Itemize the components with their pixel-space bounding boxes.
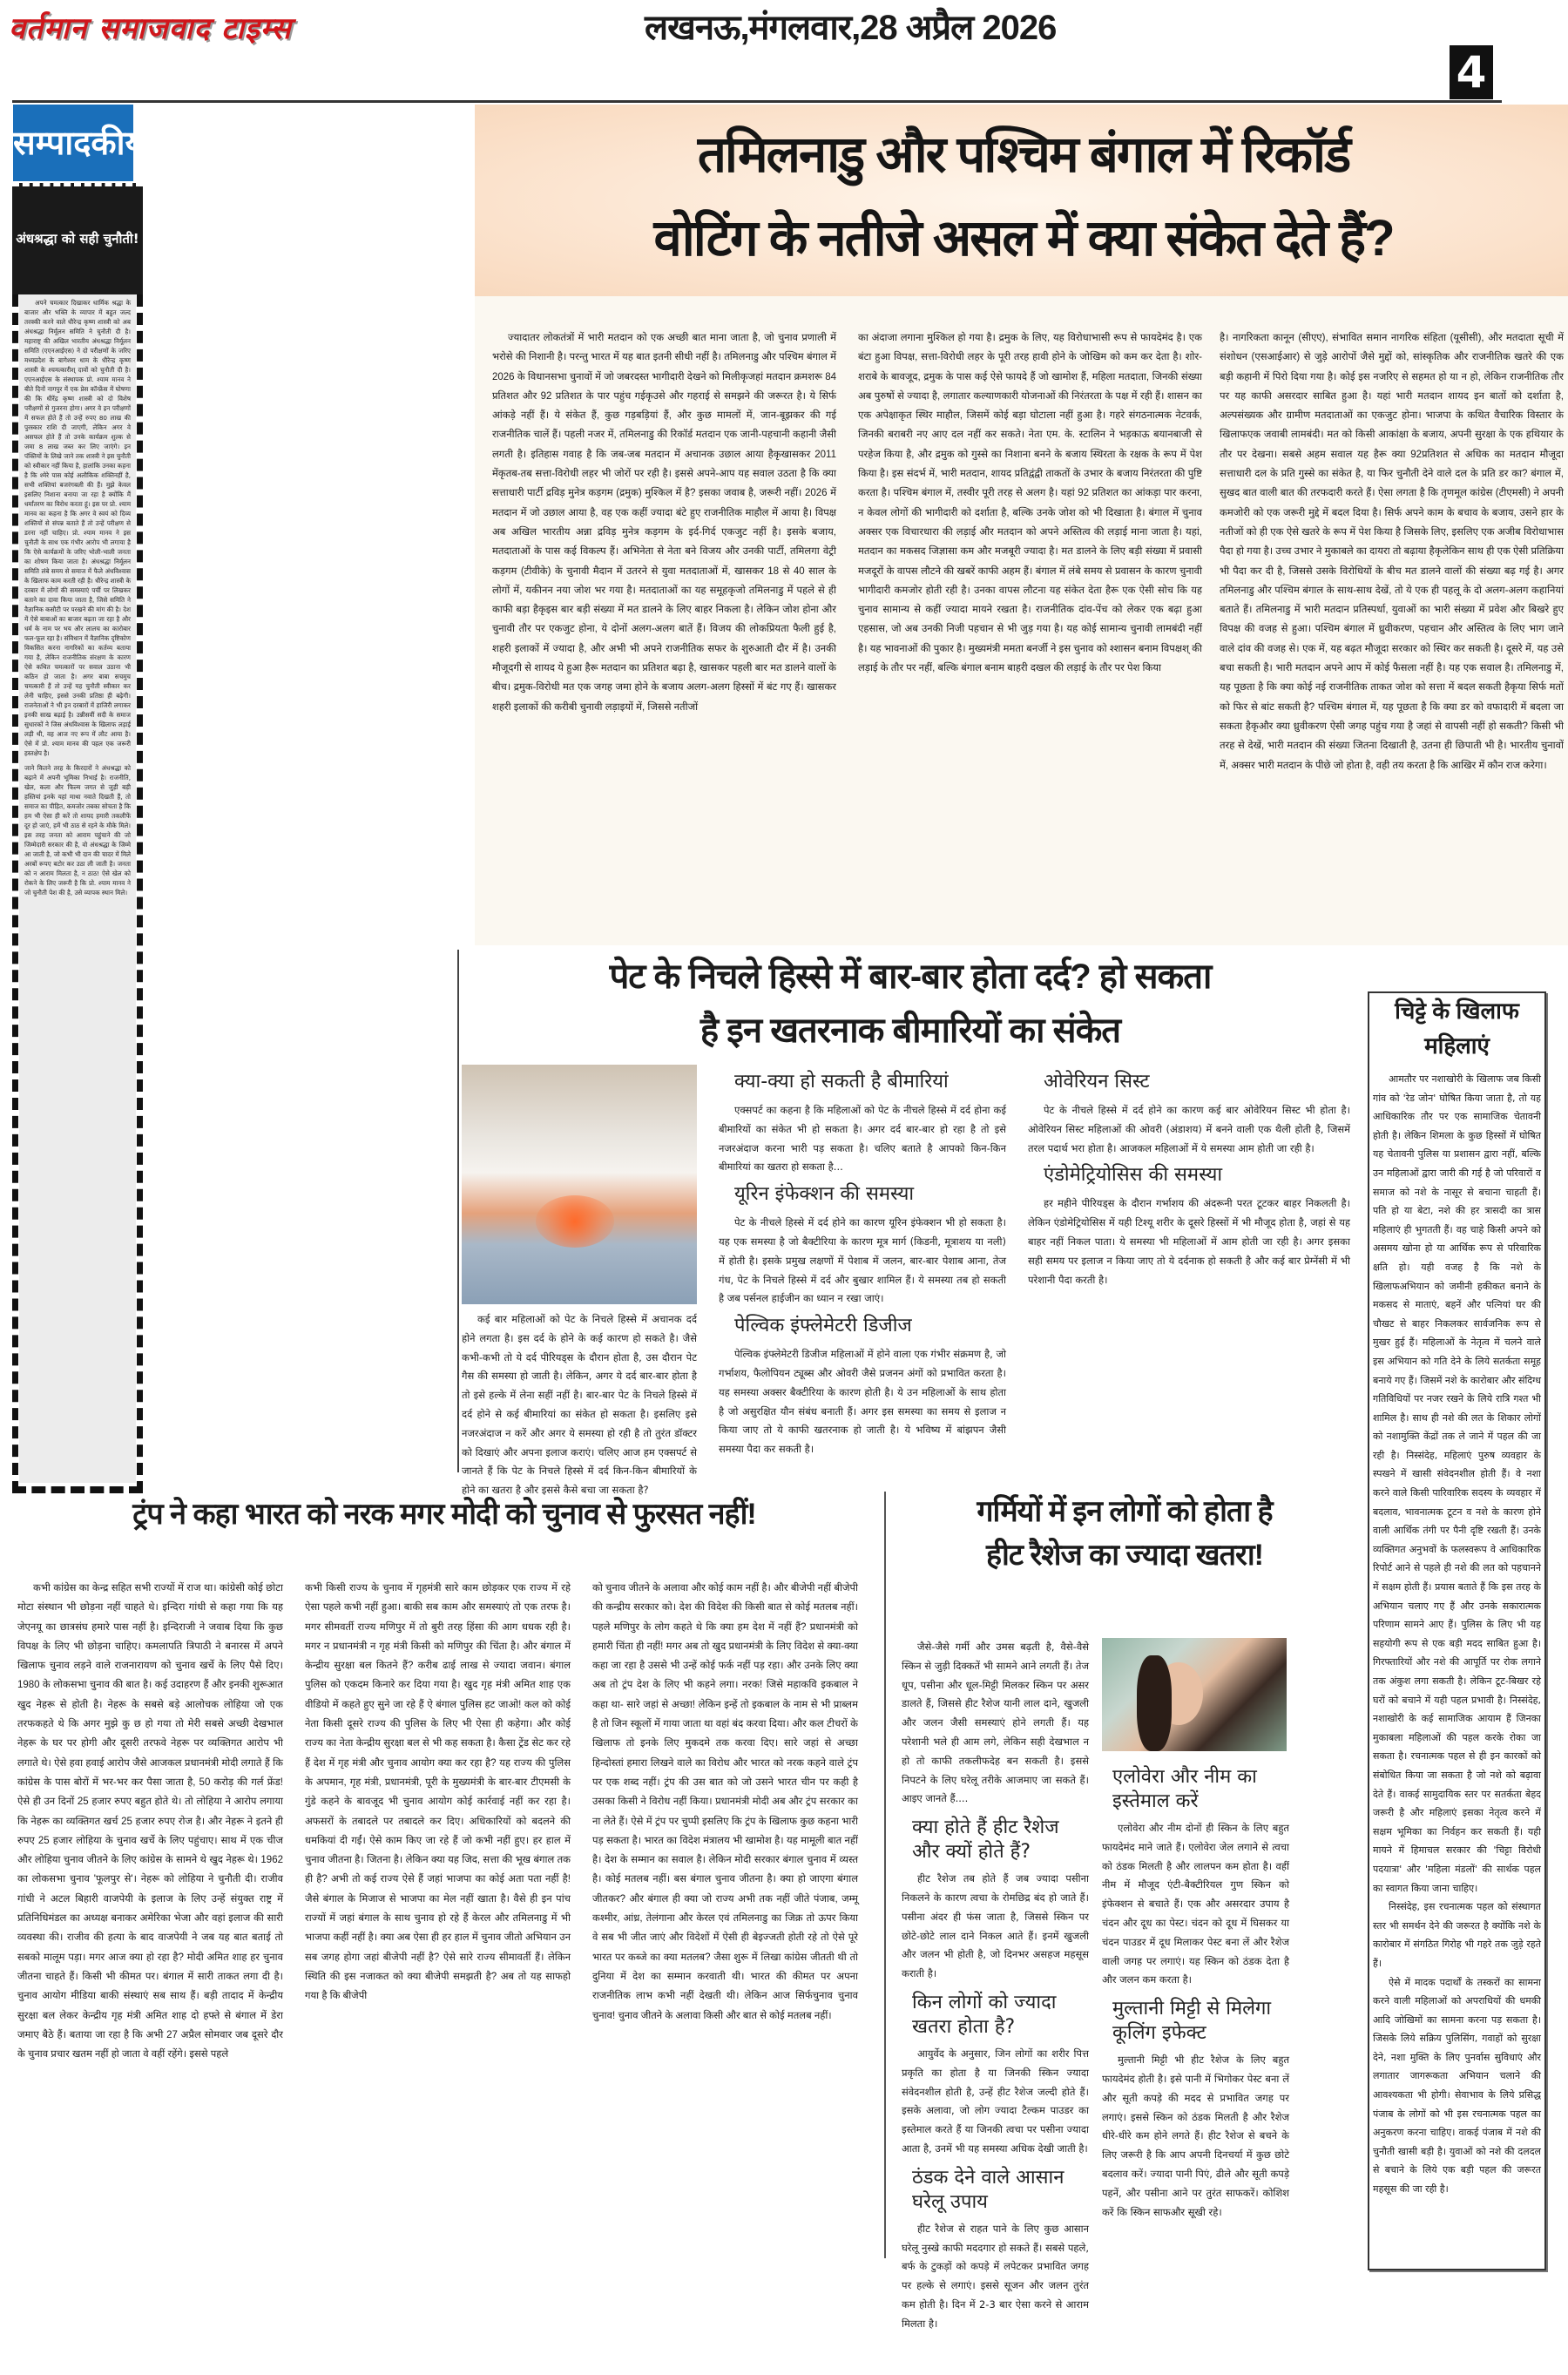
lead-headline-line2: वोटिंग के नतीजे असल में क्या संकेत देते हैं?	[653, 210, 1394, 267]
health-section-title: एंडोमेट्रियोसिस की समस्या	[1044, 1164, 1223, 1187]
editorial-paragraph: अपने चमत्कार दिखाकर धार्मिक श्रद्धा के बाजार और भक्ति के व्यापार में बहुत जल्द तरक्की करने वाले धीरेन्द्र कृष्ण शास्त्री को अब अंधश्रद्धा निर्मूलन समिति ने चुनौती दी है। महाराष्ट्र की अखिल भारतीय अंधश्रद्धा निर्मूलन समिति (एएनआईएस) ने दो परीक्षणों के जरिए मध्यप्रदेश के बागेश्वर धाम के धीरेन्द्र कृष्ण शास्त्री के श्चमत्कारीश् दावों को चुनौती दी है। एएनआईएस के संस्थापक प्रो. श्याम मानव ने बीते दिनों नागपुर में एक प्रेस कॉन्फ्रेंस में घोषणा की कि धीरेंद्र कृष्ण शास्त्री को दो विशेष परीक्षणों से गुजरना होगा। अगर वे इन परीक्षणों में सफल होते हैं तो उन्हें रुपए 80 लाख की पुरस्कार राशि दी जाएगी, लेकिन अगर वे असफल होते हैं तो उनके कार्यक्रम शुल्क से जमा 8 लाख जब्त कर लिए जाएंगे। इन पंक्तियों के लिखे जाने तक शास्त्री ने इस चुनौती को स्वीकार नहीं किया है, हालांकि उनका कहना है कि श्मेरे पास कोई अलौकिक शक्तिनहीं है, सभी शक्तियां बजरंगबली की हैं। मुझे केवल इसलिए निशाना बनाया जा रहा है क्योंकि मैं धर्मांतरण का विरोध करता हूं। इस पर प्रो. श्याम मानव का कहना है कि अगर वे स्वयं को दिव्य शक्तियों से संपन्न बताते हैं तो उन्हें परीक्षण से डरना नहीं चाहिए। प्रो. श्याम मानव ने इस चुनौती के साथ एक गंभीर आरोप भी लगाया है कि ऐसे कार्यक्रमों के जरिए भोली-भाली जनता का शोषण किया जाता है। अंधश्रद्धा निर्मूलन समिति लंबे समय से समाज में फैले अंधविश्वास के खिलाफ काम करती रही है। धीरेन्द्र शास्त्री के दरबार में लोगों की समस्याएं पर्ची पर लिखकर बताने का दावा किया जाता है, जिसे समिति ने वैज्ञानिक कसौटी पर परखने की मांग की है। देश में ऐसे बाबाओं का बाजार बढ़ता जा रहा है और धर्म के नाम पर भय और लालच का कारोबार फल-फूल रहा है। संविधान में वैज्ञानिक दृष्टिकोण विकसित करना नागरिकों का कर्तव्य बताया गया है, लेकिन राजनीतिक संरक्षण के कारण ऐसे कथित चमत्कारों पर सवाल उठाना भी कठिन हो जाता है। अगर बाबा सचमुच चमत्कारी हैं तो उन्हें यह चुनौती स्वीकार कर लेनी चाहिए, इससे उनकी प्रतिष्ठा ही बढ़ेगी। राजनेताओं ने भी इन दरबारों में हाजिरी लगाकर इनकी साख बढ़ाई है। उन्नीसवीं सदी के समाज सुधारकों ने जिस अंधविश्वास के खिलाफ लड़ाई लड़ी थी, वह आज नए रूप में लौट आया है। ऐसे में प्रो. श्याम मानव की पहल एक जरूरी हस्तक्षेप है।	[24, 299, 131, 757]
health-section-text: पेल्विक इंफ्लेमेटरी डिजीज महिलाओं में होने वाला एक गंभीर संक्रमण है, जो गर्भाशय, फैलोपियन ट्यूब्स और ओवरी जैसे प्रजनन अंगों को प्रभावित करता है। यह समस्या अक्सर बैक्टीरिया के कारण होती है। ये उन महिलाओं के साथ होता है जो असुरक्षित यौन संबंध बनाती हैं। अगर इस समस्या का समय से इलाज न किया जाए तो ये काफी खतरनाक हो जाती है। ये भविष्य में बांझपन जैसी समस्या पैदा कर सकती है।	[719, 1348, 1006, 1456]
lead-column-2: का अंदाजा लगाना मुश्किल हो गया है। द्रमुक के लिए, यह विरोधाभासी रूप से फायदेमंद है। एक बंटा हुआ विपक्ष, सत्ता-विरोधी लहर के पूरी तरह हावी होने के जोखिम को कम कर देता है। शोर-शराबे के बावजूद, द्रमुक के पास कई ऐसे फायदे हैं जो खामोश हैं, महिला मतदाता, जिनकी संख्या अब पुरुषों से ज्यादा है, लगातार कल्याणकारी योजनाओं की निरंतरता के पक्ष में रही हैं। शासन का एक अपेक्षाकृत स्थिर माहौल, जिसमें कोई बड़ा घोटाला नहीं हुआ है। गहरे संगठनात्मक नेटवर्क, जिनकी बराबरी नए आए दल नहीं कर सकते। नेता एम. के. स्टालिन ने भड़काऊ बयानबाजी से परहेज किया है, और द्रमुक को गुस्से का निशाना बनने के बजाय स्थिरता के रक्षक के रूप में पेश किया है। इस संदर्भ में, भारी मतदान, शायद प्रतिद्वंद्वी ताकतों के उभार के बजाय निरंतरता की पुष्टि करता है। पश्चिम बंगाल में, तस्वीर पूरी तरह से अलग है। यहां 92 प्रतिशत का आंकड़ा पार करना, न केवल लोगों की भागीदारी को दर्शाता है, बल्कि उनके जोश को भी दिखाता है। बंगाल में चुनाव अक्सर एक विचारधारा की लड़ाई और मतदान को अपने अस्तित्व की लड़ाई माना जाता है। यहां, मतदान का मकसद जिज्ञासा कम और मजबूरी ज्यादा है। मत डालने के लिए बड़ी संख्या में प्रवासी मजदूरों के वापस लौटने की खबरें काफी अहम हैं। बंगाल में लंबे समय से प्रवासन के कारण चुनावी भागीदारी कमजोर होती रही है। उनका वापस लौटना यह संकेत देता हैरू एक ऐसी सोच कि यह चुनाव सामान्य से कहीं ज्यादा मायने रखता है। राजनीतिक दांव-पेंच को लेकर एक बढ़ा हुआ एहसास, जो अब उनकी निजी पहचान से भी जुड़ गया है। यह कोई सामान्य चुनावी लामबंदी नहीं है। यह भावनाओं की पुकार है। मुख्यमंत्री ममता बनर्जी ने इस चुनाव को श्शासन बनाम विपक्षश् की लड़ाई के तौर पर नहीं, बल्कि बंगाल बनाम बाहरी दखल की लड़ाई के तौर पर पेश किया	[858, 333, 1202, 674]
heat-section-text: मुल्तानी मिट्टी भी हीट रैशेज के लिए बहुत फायदेमंद होती है। इसे पानी में भिगोकर पेस्ट बना लें और सूती कपड़े की मदद से प्रभावित जगह पर लगाएं। इससे स्किन को ठंडक मिलती है और रैशेज धीरे-धीरे कम होने लगते हैं। हीट रैशेज से बचने के लिए जरूरी है कि आप अपनी दिनचर्या में कुछ छोटे बदलाव करें। ज्यादा पानी पिएं, ढीले और सूती कपड़े पहनें, और पसीना आने पर तुरंत साफकरें। कोशिश करें कि स्किन साफऔर सूखी रहे।	[1102, 2054, 1289, 2218]
heat-section-text: एलोवेरा और नीम दोनों ही स्किन के लिए बहुत फायदेमंद माने जाते हैं। एलोवेरा जेल लगाने से त्वचा को ठंडक मिलती है और लालपन कम होता है। वहीं नीम में मौजूद एंटी-बैक्टीरियल गुण स्किन को इंफेक्शन से बचाते हैं। एक और असरदार उपाय है चंदन और दूध का पेस्ट। चंदन को दूध में घिसकर या चंदन पाउडर में दूध मिलाकर पेस्ट बना लें और रैशेज वाली जगह पर लगाएं। यह स्किन को ठंडक देता है और जलन कम करता है।	[1102, 1822, 1289, 1986]
heat-intro: जैसे-जैसे गर्मी और उमस बढ़ती है, वैसे-वैसे स्किन से जुड़ी दिक्कतें भी सामने आने लगती हैं। तेज धूप, पसीना और धूल-मिट्टी मिलकर स्किन पर असर डालते हैं, जिससे हीट रैशेज यानी लाल दाने, खुजली और जलन जैसी समस्याएं होने लगती हैं। यह परेशानी भले ही आम लगे, लेकिन सही देखभाल न हो तो काफी तकलीफदेह बन सकती है। इससे निपटने के लिए घरेलू तरीके आजमाए जा सकते हैं। आइए जानते हैं....	[902, 1641, 1089, 1805]
trump-headline: ट्रंप ने कहा भारत को नरक मगर मोदी को चुनाव से फुरसत नहीं!	[132, 1498, 756, 1531]
sidebar-paragraph: आमतौर पर नशाखोरी के खिलाफ जब किसी गांव को 'रेड जोन' घोषित किया जाता है, तो यह आधिकारिक तौर पर एक सामाजिक चेतावनी होती है। लेकिन शिमला के कुछ हिस्सों में घोषित यह चेतावनी पुलिस या प्रशासन द्वारा नहीं, बल्कि उन महिलाओं द्वारा जारी की गई है जो परिवारों व समाज को नशे के नासूर से बचाना चाहती हैं। पति हो या बेटा, नशे की हर त्रासदी का त्रास महिलाएं ही भुगतती हैं। वह चाहे किसी अपने को असमय खोना हो या आर्थिक रूप से परिवारिक क्षति हो। यही वजह है कि नशे के खिलाफअभियान को जमीनी हकीकत बनाने के मकसद से माताएं, बहनें और पत्नियां घर की चौखट से बाहर निकलकर सार्वजनिक रूप से मुखर हुई हैं। महिलाओं के नेतृत्व में चलने वाले इस अभियान को गति देने के लिये सतर्कता समूह बनाये गए हैं। जिसमें नशे के कारोबार और संदिग्ध गतिविधियों पर नजर रखने के लिये रात्रि गश्त भी शामिल है। साथ ही नशे की लत के शिकार लोगों को नशामुक्ति केंद्रों तक ले जाने में पहल की जा रही है। निस्संदेह, महिलाएं पुरुष व्यवहार के स्पखने में खासी संवेदनशील होती हैं। वे नशा करने वाले किसी पारिवारिक सदस्य के व्यवहार में बदलाव, भावनात्मक टूटन व नशे के कारण होने वाली आर्थिक तंगी पर पैनी दृष्टि रखती हैं। उनके व्यक्तिगत अनुभवों के फलस्वरूप वे आधिकारिक रिपोर्ट आने से पहले ही नशे की लत को पहचानने में सक्षम होती हैं। प्रयास बताते हैं कि इस तरह के अभियान चलाए गए हैं और उनके सकारात्मक परिणाम सामने आए हैं। पुलिस के लिए भी यह सहयोगी रूप से एक बड़ी मदद साबित हुआ है। गिरफ्तारियों और नशे की आपूर्ति पर रोक लगाने तक अंकुश लगा सकती है। लेकिन टूट-बिखर रहे घरों को बचाने में यही पहल प्रभावी है। निस्संदेह, नशाखोरी के कई सामाजिक आयाम हैं जिनका मुकाबला महिलाओं की पहल करके रोका जा सकता है। रचनात्मक पहल से ही इन कारकों को संबोधित किया जा सकता है जो नशे को बढ़ावा देते हैं। वाकई सामुदायिक स्तर पर सतर्कता बेहद जरूरी है और महिलाएं इसका नेतृत्व करने में सक्षम भूमिका का निर्वहन कर सकती हैं। यही मायने में हिमाचल सरकार की 'चिट्टा विरोधी पदयात्रा' और 'महिला मंडलों' की सार्थक पहल का स्वागत किया जाना चाहिए।	[1373, 1073, 1541, 1894]
column-rule	[457, 950, 459, 1472]
health-section-text: पेट के नीचले हिस्से में दर्द होने का कारण यूरिन इंफेक्शन भी हो सकता है। यह एक समस्या है जो बैक्टीरिया के कारण मूत्र मार्ग (किडनी, मूत्राशय या नली) में होती है। इसके प्रमुख लक्षणों में पेशाब में जलन, बार-बार पेशाब आना, तेज गंध, पेट के निचले हिस्से में दर्द और बुखार शामिल हैं। ये समस्या तब हो सकती है जब पर्सनल हाईजीन का ध्यान न रखा जाएं।	[719, 1216, 1006, 1305]
heat-column-1	[902, 1638, 1089, 2330]
trump-column-3: को चुनाव जीतने के अलावा और कोई काम नहीं है। और बीजेपी नहीं बीजेपी की कन्द्रीय सरकार को। देश की विदेश की किसी बात से कोई मतलब नहीं। पहले मणिपुर के लोग कहते थे कि क्या हम देश में नहीं हैं? प्रधानमंत्री को हमारी चिंता ही नहीं! मगर अब तो खुद प्रधानमंत्री के लिए विदेश से क्या-क्या कहा जा रहा है उससे भी उन्हें कोई फर्क नहीं पड़ रहा। और उनके लिए क्या अब तो ट्रंप देश के लिए भी कहने लगा। नरक! जिसे महाकवि इकबाल ने कहा था- सारे जहां से अच्छा! लेकिन इन्हें तो इकबाल के नाम से भी प्राब्लम है तो जिन स्कूलों में गाया जाता था वहां बंद करवा दिया। और कल टीचरों के खिलाफ तो इनके लिए मुकदमे तक करवा दिए। सारे जहां से अच्छा हिन्दोस्तां हमारा लिखने वाले का विरोध और भारत को नरक कहने वाले ट्रंप पर एक शब्द नहीं। ट्रंप की उस बात को जो उसने भारत चीन पर कही है उसका किसी ने विरोध नहीं किया। प्रधानमंत्री मोदी अब और ट्रंप सरकार का ना लेते हैं। ऐसे में ट्रंप पर चुप्पी इसलिए कि ट्रंप के खिलाफ कुछ कहना भारी पड़ सकता है। भारत का विदेश मंत्रालय भी खामोश है। यह मामूली बात नहीं है। देश के सम्मान का सवाल है। लेकिन मोदी सरकार बंगाल चुनाव में व्यस्त है। कोई मतलब नहीं। बस बंगाल चुनाव जीतना है। क्या हो जाएगा बंगाल जीतकर? और बंगाल ही क्या जो राज्य अभी तक नहीं जीते पंजाब, जम्मू कश्मीर, आंध्र, तेलंगाना और केरल एवं तमिलनाडु का जिक्र तो ऊपर किया वे सब भी जीत जाएं और विदेशों में ऐसी ही बेइज्जती होती रहे तो ऐसे पूरे भारत पर कब्जे का क्या मतलब? जैसा शुरू में लिखा कांग्रेस जीतती थी तो दुनिया में देश का सम्मान करवाती थी। भारत की कीमत पर अपना राजनीतिक लाभ कभी नहीं देखती थी। लेकिन आज सिर्फचुनाव चुनाव चुनाव! चुनाव जीतने के अलावा किसी और बात से कोई मतलब नहीं।	[592, 1583, 858, 2021]
sidebar-box-title: चिट्टे के खिलाफ महिलाएं	[1395, 998, 1519, 1059]
editorial-headline: अंधश्रद्धा को सही चुनौती!	[16, 231, 139, 247]
heat-headline-line1: गर्मियों में इन लोगों को होता है	[977, 1495, 1273, 1528]
health-headline-line2: है इन खतरनाक बीमारियों का संकेत	[700, 1012, 1121, 1050]
editorial-body	[19, 294, 136, 1483]
health-headline-line1: पेट के निचले हिस्से में बार-बार होता दर्द? हो सकता	[609, 957, 1212, 996]
heat-column-2	[1102, 1758, 1289, 2265]
heat-section-title: किन लोगों को ज्यादा खतरा होता है?	[912, 1991, 1057, 2038]
health-section-text: एक्सपर्ट का कहना है कि महिलाओं को पेट के नीचले हिस्से में दर्द होना कई बीमारियों का संकेत भी हो सकता है। अगर दर्द बार-बार हो रहा है तो इसे नजरअंदाज करना भारी पड़ सकता है। चलिए बताते है आपको किन-किन बीमारियां का खतरा हो सकता है...	[719, 1104, 1006, 1174]
masthead-rule	[12, 100, 1502, 103]
health-column-2	[719, 1065, 1006, 1464]
trump-column-2: कभी किसी राज्य के चुनाव में गृहमंत्री सारे काम छोड़कर एक राज्य में रहे ऐसा पहले कभी नहीं हुआ। बाकी सब काम और समस्याएं तो एक तरफ है। मगर सीमवर्ती राज्य मणिपुर में तो बुरी तरह हिंसा की आग धधक रही है। मगर न प्रधानमंत्री न गृह मंत्री किसी को मणिपुर की चिंता है। और बंगाल में केन्द्रीय सुरक्षा बल कितने हैं? करीब ढाई लाख से ज्यादा जवान। बंगाल पुलिस को एकदम किनारे कर दिया गया है। खुद गृह मंत्री अमित शाह एक वीडियो में कहते हुए सुने जा रहे हैं ऐ बंगाल पुलिस हट जाओ! कल को कोई नेता किसी दूसरे राज्य की पुलिस के लिए भी ऐसा ही कहेगा। और कोई राज्य का नेता केन्द्रीय सुरक्षा बल से भी कह सकता है। कैसा ट्रेंड सेट कर रहे हैं देश में गृह मंत्री और चुनाव आयोग क्या कर रहा है? यह राज्य की पुलिस के अपमान, गृह मंत्री, प्रधानमंत्री, पूरी के मुख्यमंत्री के बार-बार टीएमसी के गुंडे कहने के बावजूद भी चुनाव आयोग कोई कार्रवाई नहीं कर रहा है। अफसरों के तबादले पर तबादले कर दिए। अधिकारियों को बदलने की धमकियां दी गईं। ऐसे काम किए जा रहे हैं जो कभी नहीं हुए। हर हाल में चुनाव जीतना है। जितना है। लेकिन क्या यह जिद, सत्ता की भूख बंगाल तक ही है? अभी तो कई राज्य ऐसे हैं जहां भाजपा का कोई अता पता नहीं है! जैसे बंगाल के मिजाज से भाजपा का मेल नहीं खाता है। वैसे ही इन पांच राज्यों में जहां बंगाल के साथ चुनाव हो रहे हैं केरल और तमिलनाडु में भी भाजपा कहीं नहीं है। क्या अब ऐसा ही हर हाल में चुनाव जीतो अभियान उन सब जगह होगा जहां बीजेपी नहीं है? ऐसे सारे राज्य सीमावर्ती हैं। लेकिन स्थिति की इस नजाकत को क्या बीजेपी समझती है? अब तो यह साफहो गया है कि बीजेपी	[305, 1583, 571, 2002]
health-section-text: हर महीने पीरियड्स के दौरान गर्भाशय की अंदरूनी परत टूटकर बाहर निकलती है। लेकिन एंडोमेट्रियोसिस में यही टिश्यू शरीर के दूसरे हिस्सों में भी मौजूद होता है, जहां से यह बाहर नहीं निकल पाता। ये समस्या भी महिलाओं में आम होती जा रही है। अगर इसका सही समय पर इलाज न किया जाए तो ये दर्दनाक हो सकती है और कई बार प्रेग्नेंसी में भी परेशानी पैदा करती है।	[1028, 1197, 1350, 1286]
health-section-title: यूरिन इंफेक्शन की समस्या	[734, 1183, 915, 1206]
editorial-closing: जाने कितने तरह के किरदारों ने अंधश्रद्धा को बढ़ाने में अपनी भूमिका निभाई है। राजनीति, खेल, कला और फिल्म जगत से जुड़ी बड़ी हस्तियां इनके यहां माथा नवाते दिखती हैं, तो समाज का पीड़ित, कमजोर तबका सोचता है कि हम भी ऐसा ही करें तो शायद हमारी तकलीफें दूर हो जाएं, हमें भी ठाठ से रहने के मौके मिले। इस तरह जनता को आराम पहुंचाने की जो जिम्मेदारी सरकार की है, वो अंधश्रद्धा के जिम्मे आ जाती है, जो कभी भी दान की चादर में मिले अरबों रूपए बटोर कर उठा ली जाती है। जनता को न आराम मिलता है, न ठाठ! ऐसे खेल को रोकने के लिए जरूरी है कि प्रो. श्याम मानव ने जो चुनौती पेश की है, उसे व्यापक स्थान मिले।	[24, 764, 131, 897]
heat-section-title: मुल्तानी मिट्टी से मिलेगा कूलिंग इफेक्ट	[1112, 1998, 1272, 2045]
heat-section-title: ठंडक देने वाले आसान घरेलू उपाय	[912, 2166, 1064, 2213]
pain-glow	[536, 1195, 614, 1248]
health-section-text: पेट के नीचले हिस्से में दर्द होने का कारण कई बार ओवेरियन सिस्ट भी होता है। ओवेरियन सिस्ट महिलाओं की ओवरी (अंडाशय) में बनने वाली एक थैली होती है, जिसमें तरल पदार्थ भरा होता है। आजकल महिलाओं में ये समस्या आम होती जा रही है।	[1028, 1104, 1350, 1154]
heat-section-text: आयुर्वेद के अनुसार, जिन लोगों का शरीर पित्त प्रकृति का होता है या जिनकी स्किन ज्यादा संवेदनशील होती है, उन्हें हीट रैशेज जल्दी होते हैं। इसके अलावा, जो लोग ज्यादा टैल्कम पाउडर का इस्तेमाल करते हैं या जिनकी त्वचा पर पसीना ज्यादा आता है, उनमें भी यह समस्या अधिक देखी जाती है।	[902, 2047, 1089, 2155]
health-lede-text: कई बार महिलाओं को पेट के निचले हिस्से में अचानक दर्द होने लगता है। इस दर्द के होने के कई कारण हो सकते है। जैसे कभी-कभी तो ये दर्द पीरियड्स के दौरान होता है, उस दौरान पेट गैस की समस्या हो जाती है। लेकिन, अगर ये दर्द बार-बार होता है तो इसे हल्के में लेना सहीं नहीं है। बार-बार पेट के निचले हिस्से में दर्द होने से कई बीमारियां का संकेत हो सकता है। इसलिए इसे नजरअंदाज न करें और अगर ये समस्या हो रही है तो तुरंत डॉक्टर को दिखाएं और अपना इलाज कराएं। चलिए आज हम एक्सपर्ट से जानते हैं कि पेट के निचले हिस्से में दर्द किन-किन बीमारियों के होने का खतरा है और इससे कैसे बचा जा सकता है?	[462, 1313, 697, 1497]
dateline: लखनऊ,मंगलवार,28 अप्रैल 2026	[645, 9, 1057, 47]
stomach-pain-photo	[462, 1065, 697, 1304]
heat-headline-line2: हीट रैशेज का ज्यादा खतरा!	[985, 1539, 1263, 1572]
heat-section-text: हीट रैशेज तब होते हैं जब ज्यादा पसीना निकलने के कारण त्वचा के रोमछिद्र बंद हो जाते हैं। पसीना अंदर ही फंस जाता है, जिससे स्किन पर छोटे-छोटे लाल दाने निकल आते हैं। इनमें खुजली और जलन भी होती है, जो दिनभर असहज महसूस कराती है।	[902, 1872, 1089, 1980]
heat-section-title: क्या होते हैं हीट रैशेज और क्यों होते हैं?	[912, 1817, 1059, 1864]
lead-column-3: है। नागरिकता कानून (सीएए), संभावित समान नागरिक संहिता (यूसीसी), और मतदाता सूची में संशोधन (एसआईआर) से जुड़े आरोपों जैसे मुद्दों को, सांस्कृतिक और राजनीतिक खतरे की एक बड़ी कहानी में पिरो दिया गया है। कोई इस नजरिए से सहमत हो या न हो, लेकिन राजनीतिक तौर पर यह काफी असरदार साबित हुआ है। यहां भारी मतदान शायद इन बातों को दर्शाता है, अल्पसंख्यक और ग्रामीण मतदाताओं का एकजुट होना। भाजपा के कथित वैचारिक विस्तार के खिलाफएक जवाबी लामबंदी। मत को किसी आकांक्षा के बजाय, अपनी सुरक्षा के एक हथियार के तौर पर देखना। सबसे अहम सवाल यह हैरू क्या 92प्रतिशत से अधिक का मतदान मौजूदा सत्ताधारी दल के प्रति गुस्से का संकेत है, या फिर चुनौती देने वाले दल के प्रति डर का? बंगाल में, सुखद बात वाली बात की तरफदारी करते हैं। ऐसा लगता है कि तृणमूल कांग्रेस (टीएमसी) ने अपनी कमजोरी को एक जरूरी मुद्दे में बदल दिया है। सिर्फ अपने काम के बचाव के बजाय, उसने हार के नतीजों को ही एक ऐसे खतरे के रूप में पेश किया है जिसके लिए, इसलिए एक अजीब विरोधाभास पैदा हो गया है। उच्च उभार ने मुकाबले का दायरा तो बढ़ाया हैकृलेकिन साथ ही एक ऐसी प्रतिक्रिया भी पैदा कर दी है, जिससे उसके विरोधियों के बीच मत डालने वालों की संख्या बढ़ गई है। अगर तमिलनाडु और पश्चिम बंगाल के साथ-साथ देखें, तो ये एक ही पहलू के दो अलग-अलग कहानियां बताते हैं। तमिलनाडु में भारी मतदान प्रतिस्पर्धा, युवाओं का भारी संख्या में प्रवेश और बिखरे हुए विपक्ष की वजह से हुआ। पश्चिम बंगाल में ध्रुवीकरण, पहचान और अस्तित्व के लिए भाग जाने वाले दांव की वजह से। एक में, यह बढ़त मौजूदा सरकार को स्थिर कर सकती है। दूसरे में, यह उसे बचा सकती है। भारी मतदान अपने आप में कोई फैसला नहीं है। यह एक सवाल है। तमिलनाडु में, यह पूछता है कि क्या कोई नई राजनीतिक ताकत जोश को सत्ता में बदल सकती हैकृया सिर्फ मतों को फिर से बांट सकती है? पश्चिम बंगाल में, यह पूछता है कि क्या डर को वफादारी में बदला जा सकता हैकृऔर क्या ध्रुवीकरण ऐसी जगह पहुंच गया है जहां से वापसी नहीं हो सकती? किसी भी तरह से देखें, भारी मतदान की संख्या जितना दिखाती है, उतना ही छिपाती भी है। भारतीय चुनावों में, अक्सर भारी मतदान के पीछे जो होता है, वही तय करता है कि आखिर में कौन राज करेगा।	[1220, 333, 1564, 771]
health-lede	[462, 1310, 697, 1497]
heat-section-text: हीट रैशेज से राहत पाने के लिए कुछ आसान घरेलू नुस्खे काफी मददगार हो सकते हैं। सबसे पहले, बर्फ के टुकड़ों को कपड़े में लपेटकर प्रभावित जगह पर हल्के से लगाएं। इससे सूजन और जलन तुरंत कम होती है। दिन में 2-3 बार ऐसा करने से आराम मिलता है।	[902, 2222, 1089, 2330]
lead-column-1: ज्यादातर लोकतंत्रों में भारी मतदान को एक अच्छी बात माना जाता है, जो चुनाव प्रणाली में भरोसे की निशानी है। परन्तु भारत में यह बात इतनी सीधी नहीं है। तमिलनाडु और पश्चिम बंगाल में 2026 के विधानसभा चुनावों में जो जबरदस्त भागीदारी देखने को मिलीकृजहां मतदान क्रमशरू 84 प्रतिशत और 92 प्रतिशत के पार पहुंच गईकृउसे और गहराई से समझने की जरूरत है। ये सिर्फ आंकड़े नहीं हैं। ये संकेत हैं, कुछ गड़बड़ियां हैं, और कुछ मामलों में, जान-बूझकर की गई राजनीतिक चालें हैं। पहली नजर में, तमिलनाडु की रिकॉर्ड मतदान एक जानी-पहचानी कहानी जैसी लगती है। इतिहास गवाह है कि जब-जब मतदान में अचानक उछाल आया हैकृखासकर 2011 मेंकृतब-तब सत्ता-विरोधी लहर भी जोरों पर रही है। इससे अपने-आप यह सवाल उठता है कि क्या सत्ताधारी पार्टी द्रविड़ मुनेत्र कड़गम (द्रमुक) मुश्किल में है? इसका जवाब है, जरूरी नहीं। 2026 में मतदान में जो उछाल आया है, वह एक कहीं ज्यादा बंटे हुए राजनीतिक माहौल में आया है। विपक्ष अब अखिल भारतीय अन्ना द्रविड़ मुनेत्र कड़गम के इर्द-गिर्द एकजुट नहीं है। इसके बजाय, मतदाताओं के पास कई विकल्प हैं। अभिनेता से नेता बने विजय और उनकी पार्टी, तमिलगा वेट्री कड़गम (टीवीके) के चुनावी मैदान में उतरने से युवा मतदाताओं में, खासकर 18 से 40 साल के लोगों में, यकीनन नया जोश भर गया है। मतदाताओं का यह समूहकृजो तमिलनाडु में पहले से ही काफी बड़ा हैकृइस बार बड़ी संख्या में मत डालने के लिए बाहर निकला है। लेकिन जोश होना और चुनावी तौर पर एकजुट होना, ये दोनों अलग-अलग बातें हैं। विजय की लोकप्रियता फैली हुई है, शहरी इलाकों में ज्यादा है, और अभी भी अपने राजनीतिक सफर के शुरुआती दौर में है। उनकी मौजूदगी से शायद ये हुआ हैरू मतदान का प्रतिशत बढ़ा है, खासकर पहली बार मत डालने वालों के बीच। द्रमुक-विरोधी मत एक जगह जमा होने के बजाय अलग-अलग हिस्सों में बंट गए हैं। खासकर शहरी इलाकों की करीबी चुनावी लड़ाइयों में, जिससे नतीजों	[492, 333, 836, 713]
health-headline	[462, 950, 1359, 1058]
sidebar-paragraph: निस्संदेह, इस रचनात्मक पहल को संस्थागत स्तर भी समर्थन देने की जरूरत है क्योंकि नशे के कारोबार में संगठित गिरोह भी गहरे तक जुड़े रहते हैं।	[1373, 1901, 1541, 1969]
health-section-title: पेल्विक इंफ्लेमेटरी डिजीज	[734, 1315, 912, 1337]
health-section-title: ओवेरियन सिस्ट	[1044, 1071, 1150, 1093]
sun-shading-woman-photo	[1102, 1638, 1287, 1751]
trump-column-1: कभी कांग्रेस का केन्द्र सहित सभी राज्यों में राज था। कांग्रेसी कोई छोटा मोटा संस्थान भी छोड़ना नहीं चाहते थे। इन्दिरा गांधी से कहा गया कि यह जेएनयू का छात्रसंघ हमारे पास नहीं है। इन्दिराजी ने जवाब दिया कि कुछ विपक्ष के लिए भी छोड़ना चाहिए। कमलापति त्रिपाठी ने बनारस में अपने खिलाफ चुनाव लड़ने वाले राजनारायण को चुनाव खर्चे के लिए पैसे दिए। 1980 के लोकसभा चुनाव की बात है। कई उदाहरण हैं और इनकी शुरूआत खुद नेहरू से होती है। नेहरू के सबसे बड़े आलोचक लोहिया जो एक तरफकहते थे कि अगर मुझे कु छ हो गया तो मेरी सबसे अच्छी देखभाल नेहरू के घर पर होगी और दूसरी तरफवे नेहरू पर व्यक्तिगत आरोप भी लगाते थे। ऐसे हवा हवाई आरोप जैसे आजकल प्रधानमंत्री मोदी लगाते हैं कि कांग्रेस के पास बोरों में भर-भर कर पैसा जाता है, 50 करोड़ की गर्ल फ्रेंड! ऐसे ही उन दिनों 25 हजार रुपए बहुत होते थे। तो लोहिया ने आरोप लगाया कि नेहरू का व्यक्तिगत खर्च 25 हजार रुपए रोज है। और नेहरू ने इतने ही रुपए 25 हजार लोहिया के चुनाव खर्चे के लिए पहुंचाए। साथ में एक चीज और लोहिया चुनाव जीतने के लिए कांग्रेस के सामने थे खुद नेहरू थे। 1962 का लोकसभा चुनाव 'फूलपुर से'। नेहरू को लोहिया ने चुनौती दी। राजीव गांधी ने अटल बिहारी वाजपेयी के इलाज के लिए उन्हें संयुक्त राष्ट्र में प्रतिनिधिमंडल का अध्यक्ष बनाकर अमेरिका भेजा और वहां इलाज की सारी व्यवस्था की। राजीव की हत्या के बाद वाजपेयी ने जब यह बात बताई तो सबको मालूम पड़ा। मगर आज क्या हो रहा है? मोदी अमित शाह हर चुनाव जीतना चाहते हैं। किसी भी कीमत पर। बंगाल में सारी ताकत लगा दी है। चुनाव आयोग मीडिया बाकी संस्थाएं सब साथ हैं। बड़ी तादाद में केन्द्रीय सुरक्षा बल लेकर केन्द्रीय गृह मंत्री अमित शाह दो हफ्ते से बंगाल में डेरा जमाए बैठे हैं। बताया जा रहा है कि अभी 27 अप्रैल सोमवार जब दूसरे दौर के चुनाव प्रचार खतम नहीं हो जाता वे वहीं रहेंगे। इससे पहले	[17, 1583, 283, 2060]
heat-section-title: एलोवेरा और नीम का इस्तेमाल करें	[1112, 1766, 1257, 1812]
hair	[1137, 1655, 1172, 1751]
page-number: 4	[1450, 45, 1493, 99]
lead-headline-line1: तमिलनाडु और पश्चिम बंगाल में रिकॉर्ड	[697, 126, 1350, 183]
health-column-3	[1028, 1065, 1350, 1464]
editorial-label: सम्पादकीय	[13, 105, 133, 181]
column-rule	[884, 1492, 886, 2258]
lead-headline	[488, 113, 1559, 281]
health-section-title: क्या-क्या हो सकती है बीमारियां	[734, 1071, 949, 1093]
heat-headline	[890, 1490, 1359, 1577]
newspaper-brand: वर्तमान समाजवाद टाइम्स	[9, 11, 292, 46]
sidebar-box-body	[1373, 1070, 1541, 2265]
sidebar-paragraph: ऐसे में मादक पदार्थों के तस्करों का सामना करने वाली महिलाओं को अपराधियों की धमकी आदि जोखिमों का सामना करना पड़ सकता है। जिसके लिये सक्रिय पुलिसिंग, गवाहों को सुरक्षा देने, नशा मुक्ति के लिए पुनर्वास सुविधाएं और लगातार जागरूकता अभियान चलाने की आवश्यकता भी होगी। सेवाभाव के लिये प्रसिद्ध पंजाब के लोगों को भी इस रचनात्मक पहल का अनुकरण करना चाहिए। वाकई पंजाब में नशे की चुनौती खासी बड़ी है। युवाओं को नशे की दलदल से बचाने के लिये एक बड़ी पहल की जरूरत महसूस की जा रही है।	[1373, 1976, 1541, 2196]
